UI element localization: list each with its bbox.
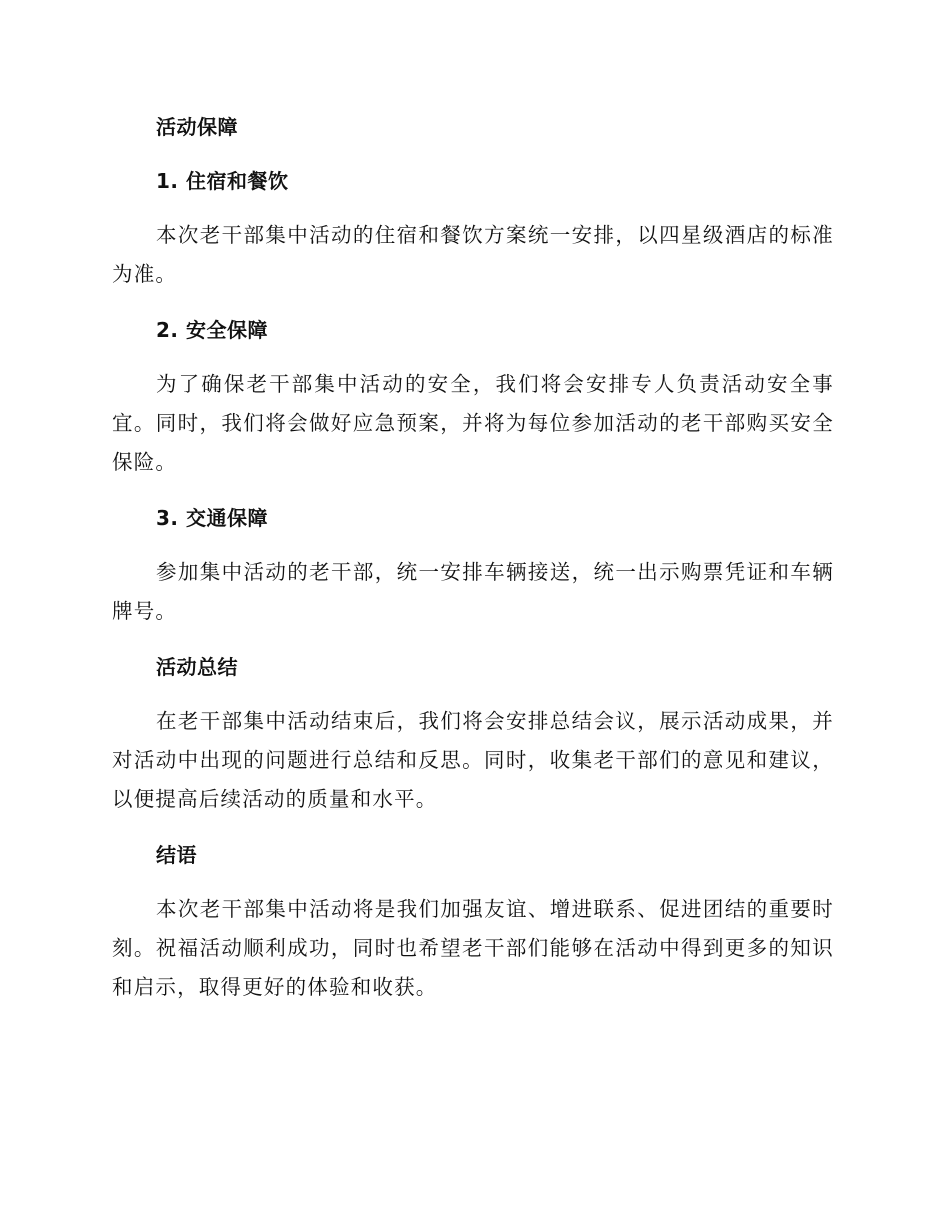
section-heading-transport: 3. 交通保障	[156, 506, 268, 530]
section-heading-conclusion: 结语	[156, 843, 197, 867]
section-heading-summary: 活动总结	[156, 655, 238, 679]
paragraph-safety: 为了确保老干部集中活动的安全，我们将会安排专人负责活动安全事宜。同时，我们将会做好应急预案，并将为每位参加活动的老干部购买安全保险。	[112, 372, 834, 474]
paragraph-summary: 在老干部集中活动结束后，我们将会安排总结会议，展示活动成果，并对活动中出现的问题进行总结和反思。同时，收集老干部们的意见和建议，以便提高后续活动的质量和水平。	[112, 709, 834, 811]
paragraph-conclusion: 本次老干部集中活动将是我们加强友谊、增进联系、促进团结的重要时刻。祝福活动顺利成功，同时也希望老干部们能够在活动中得到更多的知识和启示，取得更好的体验和收获。	[112, 897, 834, 999]
section-heading-accommodation-dining: 1. 住宿和餐饮	[156, 169, 289, 193]
paragraph-accommodation-dining: 本次老干部集中活动的住宿和餐饮方案统一安排，以四星级酒店的标准为准。	[112, 223, 834, 286]
section-heading-activity-guarantee: 活动保障	[156, 115, 238, 139]
section-heading-safety: 2. 安全保障	[156, 318, 268, 342]
paragraph-transport: 参加集中活动的老干部，统一安排车辆接送，统一出示购票凭证和车辆牌号。	[112, 560, 834, 623]
document-body	[112, 108, 834, 1007]
